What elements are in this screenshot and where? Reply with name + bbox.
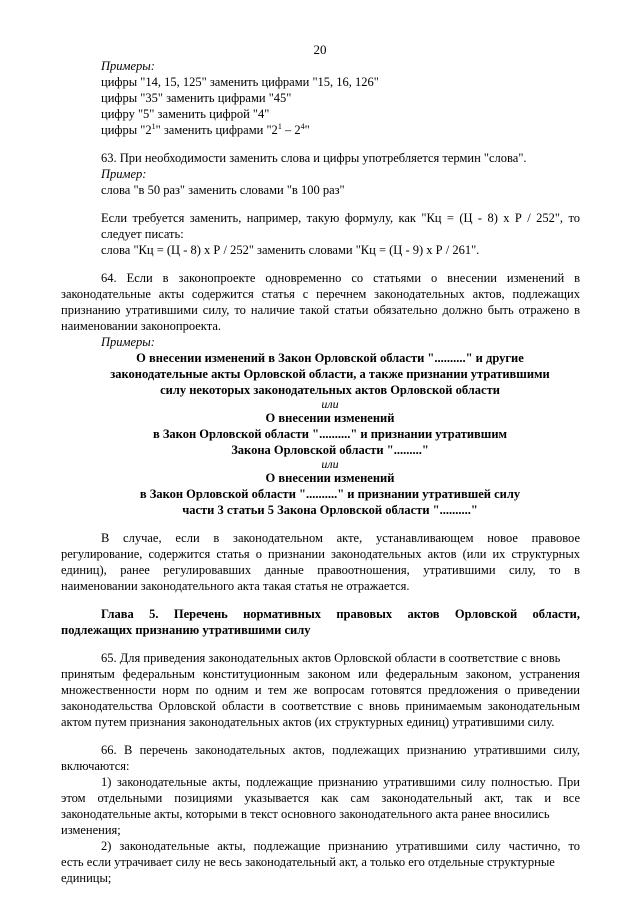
list-item-line: этом отдельными позициями указывается как сам законодательный акт, так и все — [61, 791, 580, 805]
paragraph-63-line: Если требуется заменить, например, такую формулу, как "Кц = (Ц - 8) х Р / 252", то — [101, 211, 580, 225]
example-label: Пример: — [101, 167, 147, 181]
example-title-line: в Закон Орловской области ".........." и признании утратившей силу — [139, 487, 521, 501]
list-item-line: изменения; — [61, 823, 121, 837]
example-title-line: О внесении изменений в Закон Орловской области ".........." и другие — [136, 351, 524, 365]
example-line: цифру "5" заменить цифрой "4" — [101, 107, 270, 121]
example-title-line: Закона Орловской области "........." — [231, 443, 429, 457]
paragraph-64-line: 64. Если в законопроекте одновременно со статьями о внесении изменений в — [101, 271, 580, 285]
example-title-line: силу некоторых законодательных актов Орловской области — [160, 383, 500, 397]
list-item-line: единицы; — [61, 871, 112, 885]
example-line: цифры "14, 15, 125" заменить цифрами "15, 16, 126" — [101, 75, 379, 89]
paragraph-65-line: 65. Для приведения законодательных актов Орловской области в соответствие с вновь — [101, 651, 561, 665]
paragraph-63-line: 63. При необходимости заменить слова и цифры употребляется термин "слова". — [101, 151, 527, 165]
paragraph-line: регулирование, содержится статья о признании законодательных актов (или их структурных — [61, 547, 580, 561]
example-title-line: в Закон Орловской области ".........." и признании утратившим — [152, 427, 508, 441]
list-item-line: 1) законодательные акты, подлежащие признанию утратившими силу полностью. При — [101, 775, 580, 789]
list-item-line: есть если утрачивает силу не весь законодательный акт, а только его отдельные структурные — [61, 855, 555, 869]
or-separator: или — [321, 457, 339, 471]
paragraph-65-line: актом путем признания законодательных актов (их структурных единиц) утратившими силу. — [61, 715, 555, 729]
paragraph-line: единиц), ранее регулировавших данные правоотношения, утратившими силу, то в — [61, 563, 580, 577]
paragraph-64-line: законодательные акты содержится статья с перечнем законодательных актов, подлежащих — [61, 287, 580, 301]
list-item-line: 2) законодательные акты, подлежащие признанию утратившими силу частично, то — [101, 839, 580, 853]
chapter-heading: подлежащих признанию утратившими силу — [61, 623, 311, 637]
example-line: слова "в 50 раз" заменить словами "в 100 раз" — [101, 183, 345, 197]
page-number: 20 — [313, 42, 327, 57]
example-line-superscripts: цифры "$2^1$" заменить цифрами "$2^1 - 2^4$" — [101, 121, 310, 137]
formula-example-line: слова "Кц = (Ц - 8) х Р / 252" заменить словами "Кц = (Ц - 9) х Р / 261". — [101, 243, 480, 257]
examples-label: Примеры: — [101, 335, 155, 349]
paragraph-63-line: следует писать: — [101, 227, 184, 241]
paragraph-line: наименовании законодательного акта такая статья не отражается. — [61, 579, 410, 593]
or-separator: или — [321, 397, 339, 411]
paragraph-line: В случае, если в законодательном акте, устанавливающем новое правовое — [101, 531, 580, 545]
paragraph-65-line: принятым федеральным конституционным законом или федеральным законом, устранения — [61, 667, 580, 681]
example-title-line: законодательные акты Орловской области, а также признании утратившими — [110, 367, 550, 381]
list-item-line: законодательные акты, которыми в текст основного законодательного акта ранее вносились — [61, 807, 550, 821]
examples-label: Примеры: — [101, 59, 155, 73]
example-title-line: О внесении изменений — [265, 411, 395, 425]
paragraph-66-line: 66. В перечень законодательных актов, подлежащих признанию утратившими силу, — [101, 743, 580, 757]
paragraph-66-line: включаются: — [61, 759, 130, 773]
example-title-line: О внесении изменений — [265, 471, 395, 485]
example-title-line: части 3 статьи 5 Закона Орловской области ".........." — [182, 503, 478, 517]
chapter-heading: Глава 5. Перечень нормативных правовых актов Орловской области, — [101, 607, 580, 621]
paragraph-64-line: наименовании законопроекта. — [61, 319, 222, 333]
paragraph-65-line: законодательства Орловской области в соответствие с вновь принимаемым законодательным — [61, 699, 580, 713]
paragraph-64-line: признанию утратившими силу, то наличие такой статьи обязательно должно быть отражено в — [61, 303, 580, 317]
paragraph-65-line: множественности норм по одним и тем же вопросам готовятся предложения о приведении — [61, 683, 580, 697]
example-line: цифры "35" заменить цифрами "45" — [101, 91, 292, 105]
